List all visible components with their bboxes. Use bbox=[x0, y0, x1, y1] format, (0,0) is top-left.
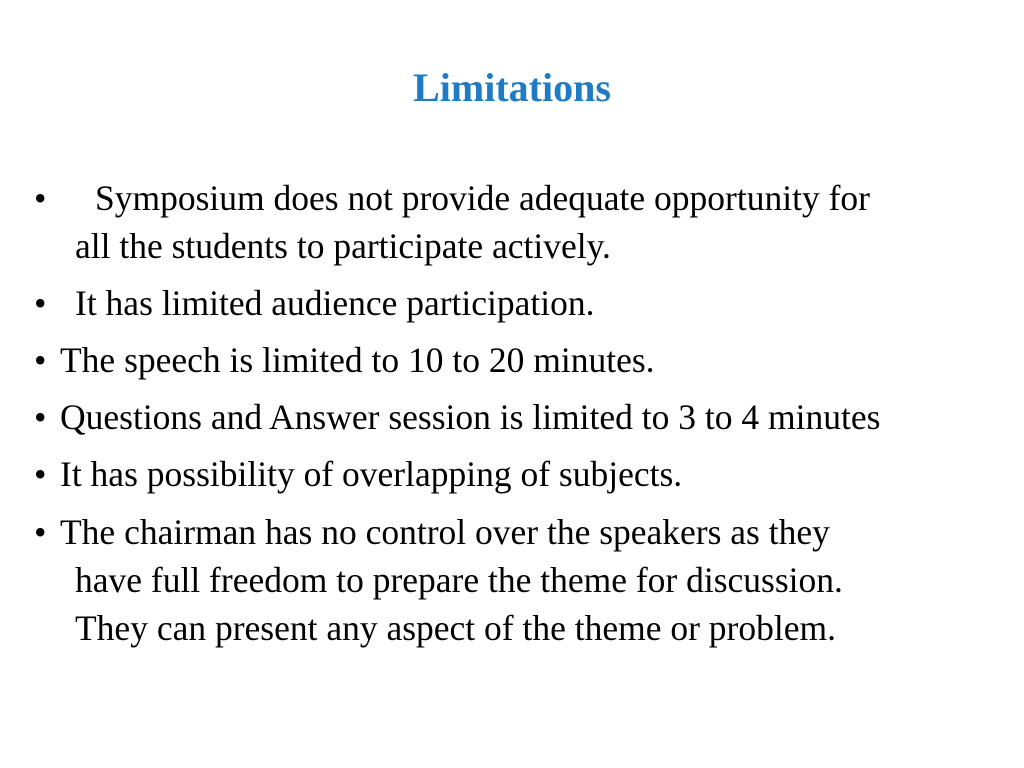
bullet-text-line: It has limited audience participation. bbox=[75, 283, 595, 323]
bullet-text-line: The speech is limited to 10 to 20 minutes. bbox=[60, 340, 655, 380]
bullet-marker: • bbox=[34, 512, 47, 552]
bullet-marker: • bbox=[34, 283, 47, 323]
bullet-text-line: The chairman has no control over the speakers as they bbox=[60, 512, 830, 552]
slide-title: Limitations bbox=[413, 65, 611, 110]
bullet-text-line: Symposium does not provide adequate opportunity for bbox=[95, 178, 870, 218]
bullet-text-line: Questions and Answer session is limited to 3 to 4 minutes bbox=[60, 397, 881, 437]
bullet-marker: • bbox=[34, 397, 47, 437]
bullet-text-line: They can present any aspect of the theme or problem. bbox=[75, 608, 836, 648]
bullet-text-line: have full freedom to prepare the theme for discussion. bbox=[75, 560, 843, 600]
bullet-text-line: It has possibility of overlapping of subjects. bbox=[60, 454, 683, 494]
bullet-marker: • bbox=[34, 178, 47, 218]
bullet-text-line: all the students to participate actively. bbox=[75, 226, 611, 266]
bullet-marker: • bbox=[34, 454, 47, 494]
bullet-marker: • bbox=[34, 340, 47, 380]
